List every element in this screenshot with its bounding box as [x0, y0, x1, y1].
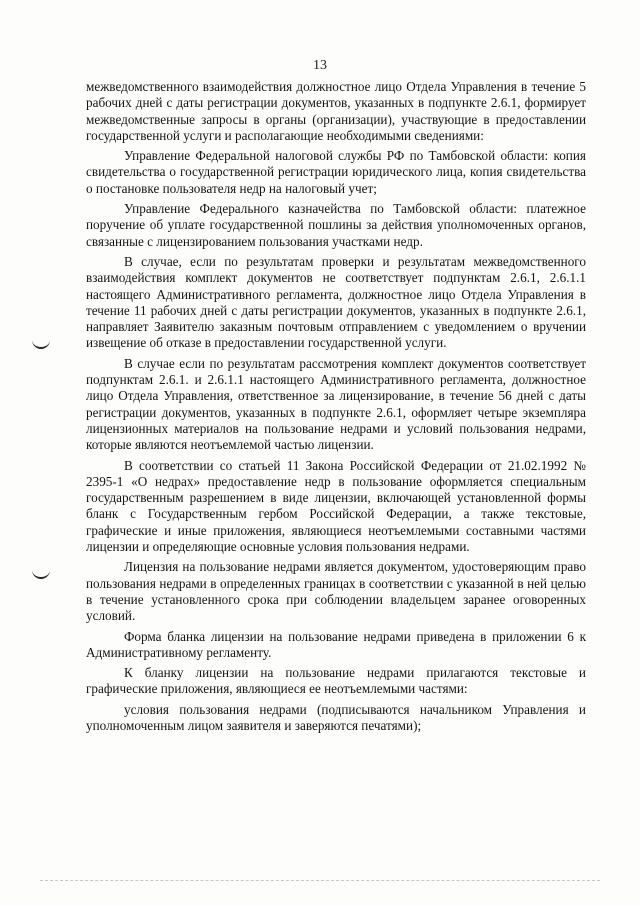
- paragraph-treasury: Управление Федерального казначейства по Тамбовской области: платежное поручение об уплате государственной пошлины за действия уполномоченных органов, связанные с лицензированием пользования участками недр.: [86, 201, 586, 249]
- paragraph-interagency-requests: межведомственного взаимодействия должностное лицо Отдела Управления в течение 5 рабочих дней с даты регистрации документов, указанных в подпункте 2.6.1, формирует межведомственные запросы в органы (организации), участвующие в предоставлении государственной услуги и располагающие необходимыми сведениями:: [86, 79, 586, 143]
- paragraph-usage-conditions: условия пользования недрами (подписываются начальником Управления и уполномоченным лицом заявителя и заверяются печатями);: [86, 701, 586, 733]
- punch-hole-mark: [32, 570, 50, 579]
- paragraph-refusal-case: В случае, если по результатам проверки и результатам межведомственного взаимодействия комплект документов не соответствует подпунктам 2.6.1, 2.6.1.1 настоящего Административного регламента, должностное лицо Отдела Управления в течение 11 рабочих дней с даты регистрации документов, указанных в подпункте 2.6.1, направляет Заявителю заказным почтовым отправлением с уведомлением о вручении извещение об отказе в предоставлении государственной услуги.: [86, 253, 586, 351]
- punch-hole-mark: [32, 340, 50, 349]
- page-number: 13: [313, 58, 327, 73]
- paragraph-law-on-subsoil: В соответствии со статьей 11 Закона Российской Федерации от 21.02.1992 № 2395-1 «О недрах» предоставление недр в пользование оформляется специальным государственным разрешением в виде лицензии, включающей установленной формы бланк с Государственным гербом Российской Федерации, а также текстовые, графические и иные приложения, являющиеся неотъемлемыми составными частями лицензии и определяющие основные условия пользования недрами.: [86, 457, 586, 555]
- paragraph-license-definition: Лицензия на пользование недрами является документом, удостоверяющим право пользования недрами в определенных границах в соответствии с указанной в ней целью в течение установленного срока при соблюдении владельцем заранее оговоренных условий.: [86, 559, 586, 624]
- paragraph-license-materials: В случае если по результатам рассмотрения комплект документов соответствует подпунктам 2.6.1. и 2.6.1.1 настоящего Административного регламента, должностное лицо Отдела Управления, ответственное за лицензирование, в течение 56 дней с даты регистрации документов, указанных в подпункте 2.6.1, оформляет четыре экземпляра лицензионных материалов на пользование недрами и условий пользования недрами, которые являются неотъемлемой частью лицензии.: [86, 355, 586, 453]
- paragraph-license-form: Форма бланка лицензии на пользование недрами приведена в приложении 6 к Административному регламенту.: [86, 628, 586, 660]
- paragraph-license-attachments: К бланку лицензии на пользование недрами прилагаются текстовые и графические приложения, являющиеся ее неотъемлемыми частями:: [86, 665, 586, 697]
- scan-bottom-edge: [40, 880, 600, 881]
- document-body: [86, 79, 586, 738]
- paragraph-tax-service: Управление Федеральной налоговой службы РФ по Тамбовской области: копия свидетельства о государственной регистрации юридического лица, копия свидетельства о постановке пользователя недр на налоговый учет;: [86, 148, 586, 196]
